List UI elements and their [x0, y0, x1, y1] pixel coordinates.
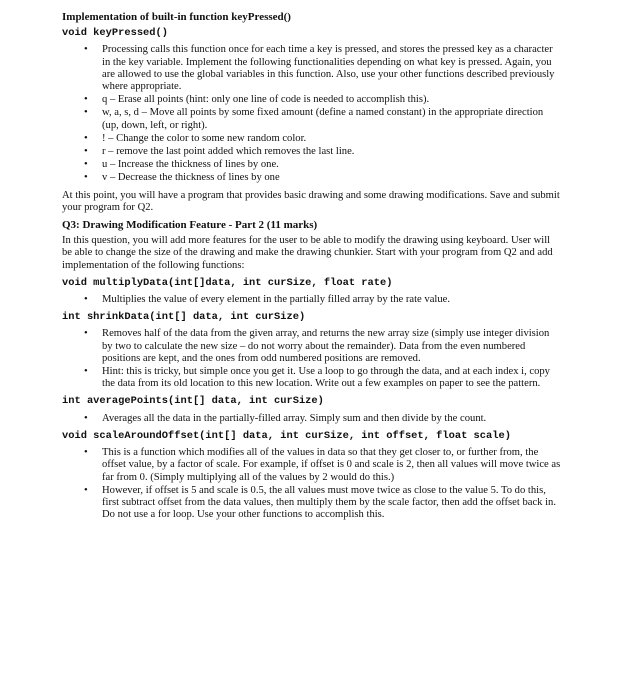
function-signature-averagepoints: int averagePoints(int[] data, int curSize) [62, 395, 324, 408]
bullet-icon: • [84, 107, 88, 119]
bullet-icon: • [84, 44, 88, 56]
bullet-icon: • [84, 159, 88, 171]
keypressed-list [62, 44, 561, 184]
bullet-icon: • [84, 447, 88, 459]
bullet-icon: • [84, 366, 88, 378]
list-item: • Removes half of the data from the given array, and returns the new array size (simply use integer division by two to calculate the new size – do not worry about the remainder). Data from the even numbered positions are kept, and the ones from odd numbered positions are removed. [84, 328, 550, 364]
list-item: • Processing calls this function once for each time a key is pressed, and stores the pressed key as a character in the key variable. Implement the following functionalities depending on what key is pressed. Again, you are allowed to use the global variables in this function. Also, use your other functions described previously where appropriate. [84, 44, 555, 93]
summary-paragraph: At this point, you will have a program that provides basic drawing and some drawing modifications. Save and submit your program for Q2. [62, 189, 560, 213]
bullet-icon: • [84, 294, 88, 306]
list-item: • However, if offset is 5 and scale is 0.5, the all values must move twice as close to the value 5. To do this, first subtract offset from the data values, then multiply them by the scale factor, then add the offset back in. Do not use a for loop. Use your other functions to accomplish this. [84, 484, 556, 521]
list-item: • u – Increase the thickness of lines by one. [84, 159, 279, 171]
list-item: • w, a, s, d – Move all points by some fixed amount (define a named constant) in the appropriate direction (up, down, left, or right). [84, 107, 544, 131]
list-item: • This is a function which modifies all of the values in data so that they get closer to, or further from, the offset value, by a factor of scale. For example, if offset is 0 and scale is 2, then all values will move twice as far from 0. (Simply multiplying all of the values by 2 would do this.) [84, 447, 561, 483]
list-item: • ! – Change the color to some new random color. [84, 132, 307, 144]
list-item: • Multiplies the value of every element in the partially filled array by the rate value. [84, 294, 450, 306]
bullet-icon: • [84, 94, 88, 106]
bullet-icon: • [84, 484, 88, 496]
bullet-icon: • [84, 172, 88, 184]
shrinkdata-list [62, 328, 561, 390]
function-signature-multiplydata: void multiplyData(int[]data, int curSize, float rate) [62, 276, 393, 289]
list-item: • Averages all the data in the partially-filled array. Simply sum and then divide by the count. [84, 412, 487, 424]
bullet-icon: • [84, 412, 88, 424]
section-heading-keypressed: Implementation of built-in function keyPressed() [62, 11, 291, 23]
list-item: • q – Erase all points (hint: only one line of code is needed to accomplish this). [84, 94, 430, 106]
list-item: • v – Decrease the thickness of lines by one [84, 172, 280, 184]
averagepoints-list [62, 413, 561, 425]
bullet-icon: • [84, 132, 88, 144]
q3-intro-paragraph: In this question, you will add more features for the user to be able to modify the drawing using keyboard. User will be able to change the size of the drawing and make the drawing chunkier. Start with your program from Q2 and add implementation of the following functions: [62, 235, 553, 271]
list-item: • Hint: this is tricky, but simple once you get it. Use a loop to go through the data, and at each index i, copy the data from its old location to this new location. Write out a few examples on paper to see the pattern. [84, 366, 550, 390]
scalearoundoffset-list [62, 447, 561, 521]
function-signature-scalearoundoffset: void scaleAroundOffset(int[] data, int curSize, int offset, float scale) [62, 429, 511, 442]
list-item: • r – remove the last point added which removes the last line. [84, 146, 355, 158]
function-signature-shrinkdata: int shrinkData(int[] data, int curSize) [62, 311, 306, 324]
bullet-icon: • [84, 328, 88, 340]
function-signature-keypressed: void keyPressed() [62, 27, 169, 40]
bullet-icon: • [84, 146, 88, 158]
section-heading-q3: Q3: Drawing Modification Feature - Part 2 (11 marks) [62, 219, 318, 232]
multiplydata-list [62, 294, 561, 306]
